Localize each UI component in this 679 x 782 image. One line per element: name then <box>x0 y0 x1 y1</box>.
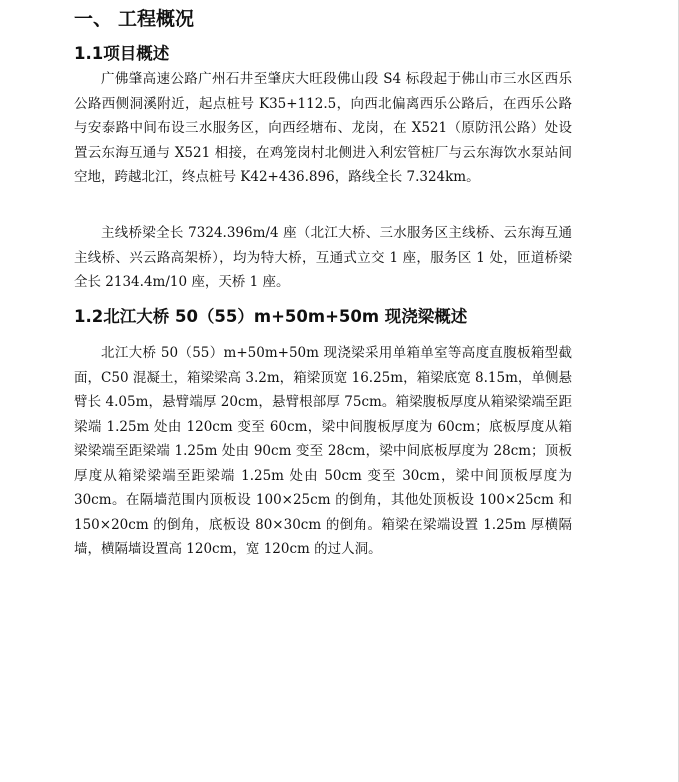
section-title: 工程概况 <box>118 8 195 30</box>
paragraph-bridge-summary: 主线桥梁全长 7324.396m/4 座（北江大桥、三水服务区主线桥、云东海互通主线桥、兴云路高架桥），均为特大桥，互通式立交 1 座，服务区 1 处，匝道桥梁全长 2134.4m/10 座，天桥 1 座。 <box>74 225 572 290</box>
paragraph-box-girder-description: 北江大桥 50（55）m+50m+50m 现浇梁采用单箱单室等高度直腹板箱型截面，C50 混凝土，箱梁梁高 3.2m，箱梁顶宽 16.25m，箱梁底宽 8.15m，单侧悬臂长 4.05m，悬臂端厚 20cm，悬臂根部厚 75cm。箱梁腹板厚度从箱梁梁端至距梁端 1.25m 处由 120cm 变至 60cm，梁中间腹板厚度为 60cm；底板厚度从箱梁梁端至距梁端 1.25m 处由 90cm 变至 28cm，梁中间底板厚度为 28cm；顶板厚度从箱梁梁端至距梁端 1.25m 处由 50cm 变至 30cm，梁中间顶板厚度为 30cm。在隔墙范围内顶板设 100×25cm 的倒角，其他处顶板设 100×25cm 和 150×20cm 的倒角，底板设 80×30cm 的倒角。箱梁在梁端设置 1.25m 厚横隔墙，横隔墙设置高 120cm，宽 120cm 的过人洞。 <box>74 345 572 557</box>
subsection-heading-project-overview: 1.1项目概述 <box>74 44 170 63</box>
section-number: 一、 <box>74 8 113 30</box>
subsection-heading-beijiang-bridge: 1.2北江大桥 50（55）m+50m+50m 现浇梁概述 <box>74 307 468 326</box>
section-heading <box>74 6 194 32</box>
paragraph-project-description: 广佛肇高速公路广州石井至肇庆大旺段佛山段 S4 标段起于佛山市三水区西乐公路西侧洞溪附近，起点桩号 K35+112.5，向西北偏离西乐公路后，在西乐公路与安泰路中间布设三水服务区，向西经塘布、龙岗，在 X521（原防汛公路）处设置云东海互通与 X521 相接，在鸡笼岗村北侧进入利宏管桩厂与云东海饮水泵站间空地，跨越北江，终点桩号 K42+436.896，路线全长 7.324km。 <box>74 71 572 185</box>
